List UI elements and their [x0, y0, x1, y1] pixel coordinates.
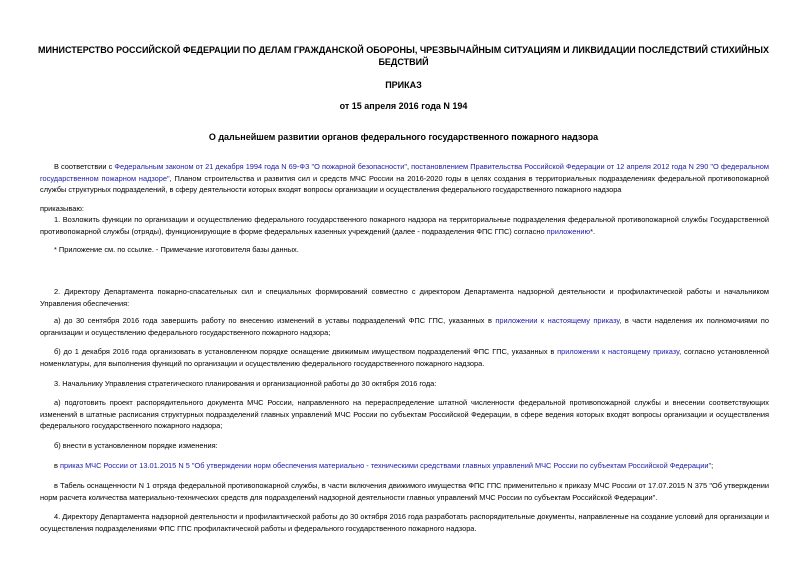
order-word: приказываю:	[40, 204, 84, 213]
preamble-text-sep: ,	[406, 162, 412, 171]
appendix-link-2b[interactable]: приложении к настоящему приказу	[557, 347, 680, 356]
item-3b1-text: в	[54, 461, 60, 470]
item-4-paragraph: 4. Директору Департамента надзорной деятельности и профилактической работы до 30 октября 2016 года разработать распорядительные документы, направленные на создание условий для организации и осуществления подразделениями ФПС ГПС профилактической работы и федерального государственного пожарного надзора.	[40, 512, 769, 533]
federal-law-link[interactable]: Федеральным законом от 21 декабря 1994 года N 69-ФЗ "О пожарной безопасности"	[114, 162, 407, 171]
doc-type-heading: ПРИКАЗ	[385, 80, 422, 90]
item-2b-text-end: , согласно установленной номенклатуры, для выполнения функций по организации и осуществлению федерального государственного пожарного надзора.	[40, 347, 769, 368]
date-number-heading: от 15 апреля 2016 года N 194	[339, 101, 468, 111]
document-title: О дальнейшем развитии органов федерального государственного пожарного надзора	[208, 132, 599, 142]
mchs-order-link[interactable]: приказ МЧС России от 13.01.2015 N 5 "Об утверждении норм обеспечения материально - техническими средствами главных управлений МЧС России по субъектам Российской Федерации"	[59, 461, 712, 470]
item-3b1-text-end: ;	[711, 461, 714, 470]
item-2a-text-end: , в части наделения их полномочиями по организации и осуществлению федерального государственного пожарного надзора;	[40, 316, 769, 337]
item-2-paragraph: 2. Директору Департамента пожарно-спасательных сил и специальных формирований совместно с директором Департамента надзорной деятельности и профилактической работы и начальником Управления обеспечения:	[40, 287, 769, 308]
item-3b-paragraph: б) внести в установленном порядке изменения:	[54, 441, 218, 450]
ministry-heading: МИНИСТЕРСТВО РОССИЙСКОЙ ФЕДЕРАЦИИ ПО ДЕЛАМ ГРАЖДАНСКОЙ ОБОРОНЫ, ЧРЕЗВЫЧАЙНЫМ СИТУАЦИЯМ И ЛИКВИДАЦИИ ПОСЛЕДСТВИЙ СТИХИЙНЫХ БЕДСТВИЙ	[38, 45, 769, 67]
preamble-text-end: , Планом строительства и развития сил и средств МЧС России на 2016-2020 годы в целях создания в территориальных подразделениях федеральной противопожарной службы структурных подразделений, в сферу деятельности которых входят вопросы организации и осуществления федерального государственного пожарного надзора	[40, 173, 769, 194]
preamble-text-start: В соответствии с	[54, 162, 115, 171]
item-3-paragraph: 3. Начальнику Управления стратегического планирования и организационной работы до 30 октября 2016 года:	[54, 379, 437, 388]
appendix-link-2a[interactable]: приложении к настоящему приказу	[495, 316, 620, 325]
preamble-paragraph	[40, 161, 769, 196]
item-2a-text: а) до 30 сентября 2016 года завершить работу по внесению изменений в уставы подразделений ФПС ГПС, указанных в	[54, 316, 496, 325]
appendix-link[interactable]: приложению	[546, 226, 591, 236]
item-3a-paragraph: а) подготовить проект распорядительного документа МЧС России, направленного на перераспределение штатной численности федеральной противопожарной службы и внесении соответствующих изменений в штатные расписания структурных подразделений главных управлений МЧС России по субъектам Российской Федерации, в сфере ведения которых входят вопросы организации и осуществления федерального государственного пожарного надзора;	[40, 398, 769, 430]
item-2b-paragraph	[40, 346, 769, 369]
item-1-text: 1. Возложить функции по организации и осуществлению федерального государственного пожарного надзора на территориальные подразделения федеральной противопожарной службы Государственной противопожарной службы (отряды), функционирующие в форме федеральных казенных учреждений (далее - подразделения ФПС ГПС) согласно	[40, 215, 769, 236]
item-1-text-end: *.	[590, 226, 596, 236]
item-2a-paragraph	[40, 315, 769, 338]
footnote: * Приложение см. по ссылке. - Примечание изготовителя базы данных.	[54, 245, 299, 254]
item-3b2-paragraph: в Табель оснащенности N 1 отряда федеральной противопожарной службы, в части включения движимого имущества ФПС ГПС применительно к приказу МЧС России от 17.07.2015 N 375 "Об утверждении норм расчета количества материально-технических средств для подразделений надзорной деятельности главных управлений МЧС России по субъектам Российской Федерации".	[40, 481, 769, 502]
item-2b-text: б) до 1 декабря 2016 года организовать в установленном порядке оснащение движимым имуществом подразделений ФПС ГПС, указанных в	[54, 347, 558, 356]
item-1-paragraph	[40, 214, 769, 237]
government-decree-link[interactable]: постановлением Правительства Российской Федерации от 12 апреля 2012 года N 290 "О федеральном государственном пожарном надзоре"	[40, 162, 770, 183]
item-3b1-paragraph	[40, 460, 769, 472]
